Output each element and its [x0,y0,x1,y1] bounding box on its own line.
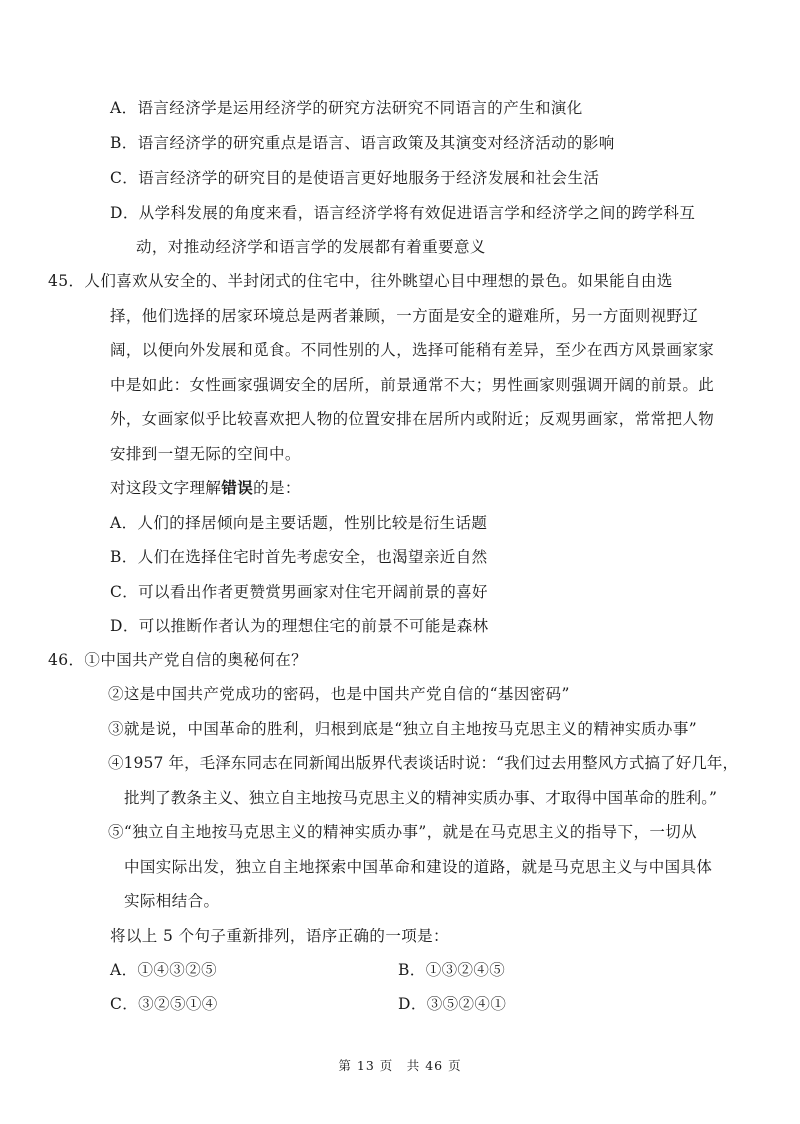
q46-sentence-2: ②这是中国共产党成功的密码，也是中国共产党自信的“基因密码” [108,685,570,703]
q46-sentence-1: 46．①中国共产党自信的奥秘何在？ [48,651,308,669]
q46-option-c: C．③②⑤①④ [110,995,218,1013]
q46-sentence-3: ③就是说，中国革命的胜利，归根到底是“独立自主地按马克思主义的精神实质办事” [108,720,698,738]
q46-option-d: D．③⑤②④① [398,995,507,1013]
q46-sentence-5-line3: 实际相结合。 [124,892,220,910]
q46-sentence-5-line2: 中国实际出发，独立自主地探索中国革命和建设的道路，就是马克思主义与中国具体 [124,858,713,876]
q45-passage-line: 安排到一望无际的空间中。 [110,445,301,463]
q44-option-d-line1: D．从学科发展的角度来看，语言经济学将有效促进语言学和经济学之间的跨学科互 [110,204,696,222]
q45-option-a: A．人们的择居倾向是主要话题，性别比较是衍生话题 [110,514,488,532]
q46-sentence-4-line1: ④1957 年，毛泽东同志在同新闻出版界代表谈话时说：“我们过去用整风方式搞了好几年， [108,754,739,772]
q46-sentence-5-line1: ⑤“独立自主地按马克思主义的精神实质办事”，就是在马克思主义的指导下，一切从 [108,823,698,841]
q46-option-a: A．①④③②⑤ [110,961,217,979]
q44-option-d-line2: 动，对推动经济学和语言学的发展都有着重要意义 [136,238,486,256]
q45-passage-line: 45．人们喜欢从安全的、半封闭式的住宅中，往外眺望心目中理想的景色。如果能自由选 [48,272,673,290]
q45-option-d: D．可以推断作者认为的理想住宅的前景不可能是森林 [110,617,489,635]
q45-question-prefix: 对这段文字理解 [110,479,222,497]
q46-option-b: B．①③②④⑤ [398,961,506,979]
q45-passage-line: 择，他们选择的居家环境总是两者兼顾，一方面是安全的避难所，另一方面则视野辽 [110,307,699,325]
q44-option-a: A．语言经济学是运用经济学的研究方法研究不同语言的产生和演化 [110,99,583,117]
q45-passage-line: 外，女画家似乎比较喜欢把人物的位置安排在居所内或附近；反观男画家，常常把人物 [110,410,715,428]
q44-option-c: C．语言经济学的研究目的是使语言更好地服务于经济发展和社会生活 [110,169,600,187]
q46-question: 将以上 5 个句子重新排列，语序正确的一项是： [110,927,449,945]
q44-option-b: B．语言经济学的研究重点是语言、语言政策及其演变对经济活动的影响 [110,134,615,152]
q45-question-emphasis: 错误 [221,478,254,497]
q45-passage-line: 阔，以便向外发展和觅食。不同性别的人，选择可能稍有差异，至少在西方风景画家家 [110,341,715,359]
q45-passage-line: 中是如此：女性画家强调安全的居所，前景通常不大；男性画家则强调开阔的前景。此 [110,376,715,394]
page-number-footer: 第 13 页 共 46 页 [338,1058,462,1073]
q45-option-c: C．可以看出作者更赞赏男画家对住宅开阔前景的喜好 [110,583,488,601]
q46-sentence-4-line2: 批判了教条主义、独立自主地按马克思主义的精神实质办事、才取得中国革命的胜利。” [124,789,718,807]
q45-question [110,477,301,499]
q45-option-b: B．人们在选择住宅时首先考虑安全，也渴望亲近自然 [110,548,488,566]
q45-question-suffix: 的是： [253,479,301,497]
